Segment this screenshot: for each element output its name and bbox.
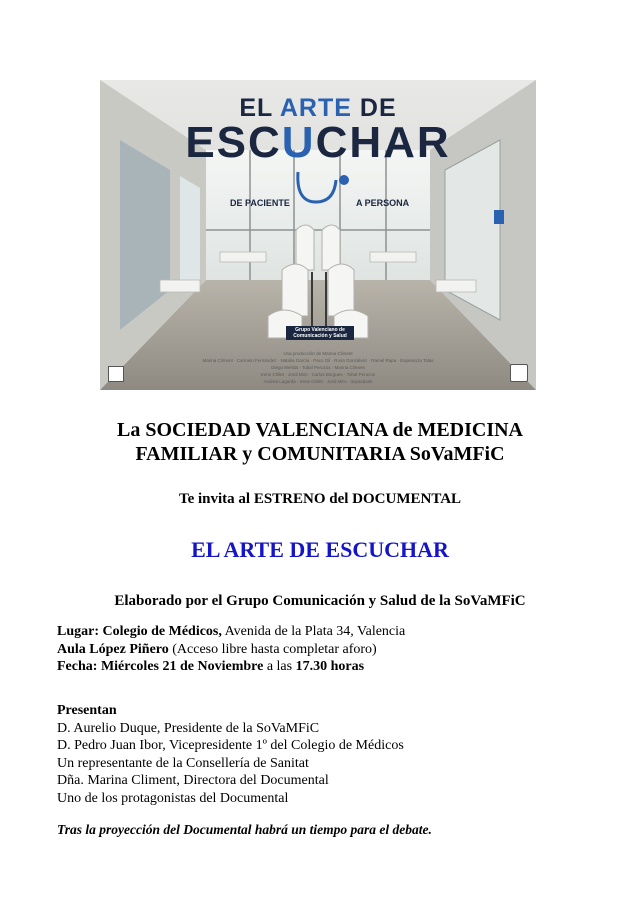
poster-image <box>100 80 536 390</box>
poster-credits: Una producción de Marina Climent Marina Climent · Carmelo Fernández · Natalia García · Paco Gil · Rosa Gonzálvez · Ramel Rapa · Esperanza Talas Diego Mérida · Tobal Peruzos · Marina Climent Irene Chilet · Jordi Miro · Carlos Borgues · Tobal Peruzos Andrea Lagarda · Irene Chilet · Jordi Miro · Impacbank <box>202 351 434 384</box>
presenter-item: Uno de los protagonistas del Documental <box>57 790 289 806</box>
poster-group-label: Grupo Valenciano de Comunicación y Salud <box>286 326 354 340</box>
made-by-text: Elaborado por el Grupo Comunicación y Salud de la SoVaMFiC <box>114 593 526 609</box>
heading-line2: FAMILIAR y COMUNITARIA SoVaMFiC <box>135 443 505 465</box>
poster-title-line2: ESCUCHAR <box>185 118 451 167</box>
closing-note: Tras la proyección del Documental habrá un tiempo para el debate. <box>57 822 432 837</box>
room-line: Aula López Piñero (Acceso libre hasta completar aforo) <box>57 641 377 657</box>
presenters-list <box>57 702 404 807</box>
poster-title-line1: EL ARTE DE <box>239 94 397 122</box>
presenter-item: D. Aurelio Duque, Presidente de la SoVaMFiC <box>57 720 320 736</box>
presenters-title: Presentan <box>57 703 117 718</box>
generalitat-logo-icon <box>510 364 528 382</box>
logo-icon <box>108 366 124 382</box>
poster-subtitle-right: A PERSONA <box>356 198 410 208</box>
documentary-title: EL ARTE DE ESCUCHAR <box>191 537 449 562</box>
presenter-item: D. Pedro Juan Ibor, Vicepresidente 1º del Colegio de Médicos <box>57 738 404 753</box>
presenter-item: Un representante de la Consellería de Sanitat <box>57 755 309 771</box>
presenter-item: Dña. Marina Climent, Directora del Documental <box>57 773 329 788</box>
organization-heading <box>0 418 640 466</box>
event-info <box>57 623 405 676</box>
date-line: Fecha: Miércoles 21 de Noviembre a las 17.30 horas <box>57 659 365 674</box>
invitation-text: Te invita al ESTRENO del DOCUMENTAL <box>178 491 462 507</box>
heading-line1: La SOCIEDAD VALENCIANA de MEDICINA <box>117 419 523 441</box>
place-line: Lugar: Colegio de Médicos, Avenida de la Plata 34, Valencia <box>57 624 406 639</box>
poster-subtitle-left: DE PACIENTE <box>230 198 290 208</box>
